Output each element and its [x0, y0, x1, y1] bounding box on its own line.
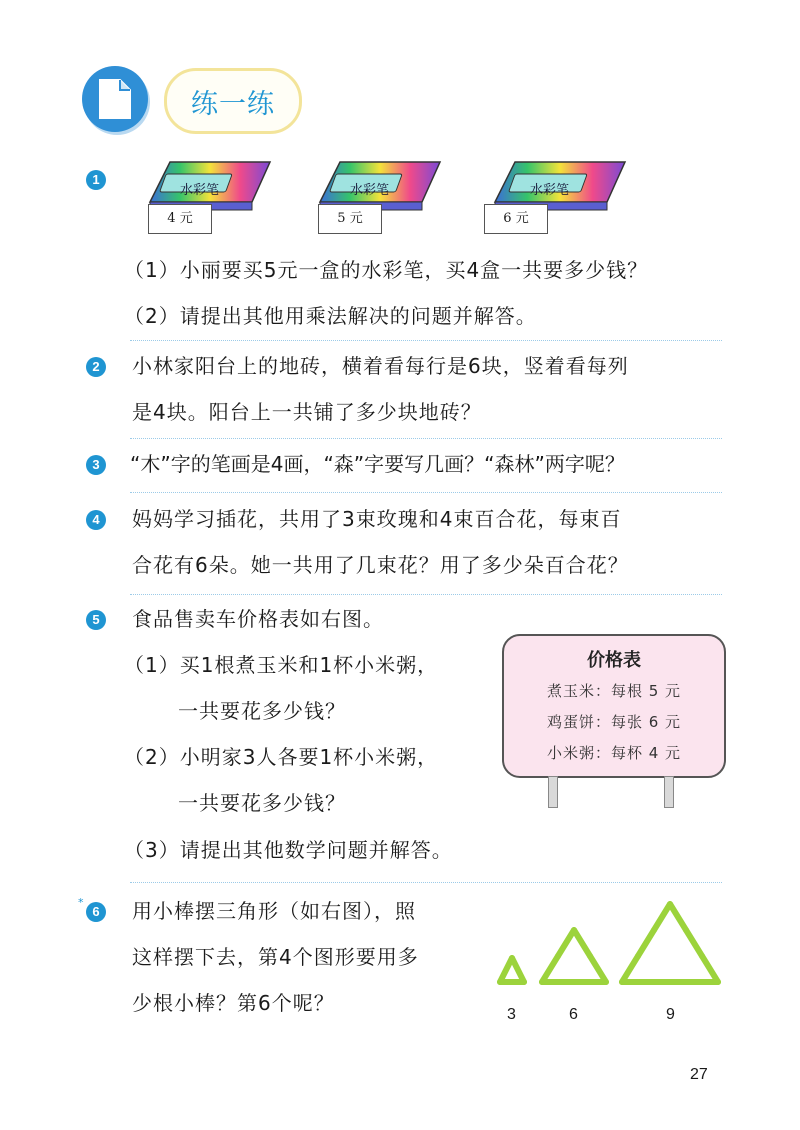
document-icon — [82, 66, 148, 132]
price-row-porridge: 小米粥：每杯 4 元 — [546, 744, 682, 762]
problem-number-5: 5 — [86, 610, 106, 630]
pen-box-label-1: 水彩笔 — [180, 183, 220, 198]
stick-count-6: 6 — [569, 1006, 578, 1023]
problem-number-6: 6 — [86, 902, 106, 922]
p2-line-2: 是4块。阳台上一共铺了多少块地砖？ — [132, 400, 482, 424]
divider — [130, 882, 722, 883]
price-row-corn: 煮玉米：每根 5 元 — [546, 682, 682, 700]
divider — [130, 438, 722, 439]
page-number: 27 — [690, 1066, 708, 1083]
board-pole-right — [664, 776, 674, 808]
problem-number-2: 2 — [86, 357, 106, 377]
problem-number-4: 4 — [86, 510, 106, 530]
pen-box-label-2: 水彩笔 — [350, 183, 390, 198]
triangle-9-sticks — [622, 904, 718, 982]
pen-box-label-3: 水彩笔 — [530, 183, 570, 198]
challenge-star: * — [78, 896, 84, 909]
divider — [130, 594, 722, 595]
price-tag-3: 6 元 — [484, 204, 548, 234]
p2-line-1: 小林家阳台上的地砖，横着看每行是6块，竖着看每列 — [132, 354, 629, 378]
p5-question-1a: （1）买1根煮玉米和1杯小米粥， — [124, 653, 439, 677]
p4-line-1: 妈妈学习插花，共用了3束玫瑰和4束百合花，每束百 — [132, 507, 622, 531]
stick-count-9: 9 — [666, 1006, 675, 1023]
board-pole-left — [548, 776, 558, 808]
p6-line-2: 这样摆下去，第4个图形要用多 — [132, 945, 419, 969]
price-board — [502, 634, 726, 778]
problem-number-3: 3 — [86, 455, 106, 475]
price-tag-2: 5 元 — [318, 204, 382, 234]
price-tag-1: 4 元 — [148, 204, 212, 234]
divider — [130, 340, 722, 341]
p6-line-3: 少根小棒？第6个呢？ — [132, 991, 335, 1015]
watercolor-pen-boxes — [140, 158, 660, 238]
p5-question-2a: （2）小明家3人各要1杯小米粥， — [124, 745, 439, 769]
p5-question-1b: 一共要花多少钱？ — [178, 699, 346, 723]
price-row-pancake: 鸡蛋饼：每张 6 元 — [546, 713, 682, 731]
p3-line-1: “木”字的笔画是4画，“森”字要写几画？“森林”两字呢？ — [130, 452, 625, 476]
divider — [130, 492, 722, 493]
p5-intro: 食品售卖车价格表如右图。 — [132, 607, 384, 631]
p5-question-3: （3）请提出其他数学问题并解答。 — [124, 838, 453, 862]
price-board-title: 价格表 — [587, 650, 641, 671]
problem-number-1: 1 — [86, 170, 106, 190]
stick-triangles — [490, 894, 730, 994]
p6-line-1: 用小棒摆三角形（如右图），照 — [132, 899, 416, 923]
p4-line-2: 合花有6朵。她一共用了几束花？用了多少朵百合花？ — [132, 553, 629, 577]
triangle-3-sticks — [500, 958, 524, 982]
section-title: 练一练 — [164, 68, 302, 134]
p5-question-2b: 一共要花多少钱？ — [178, 791, 346, 815]
p1-question-2: （2）请提出其他用乘法解决的问题并解答。 — [124, 304, 537, 328]
triangle-6-sticks — [542, 930, 606, 982]
stick-count-3: 3 — [507, 1006, 516, 1023]
p1-question-1: （1）小丽要买5元一盒的水彩笔，买4盒一共要多少钱？ — [124, 258, 649, 282]
